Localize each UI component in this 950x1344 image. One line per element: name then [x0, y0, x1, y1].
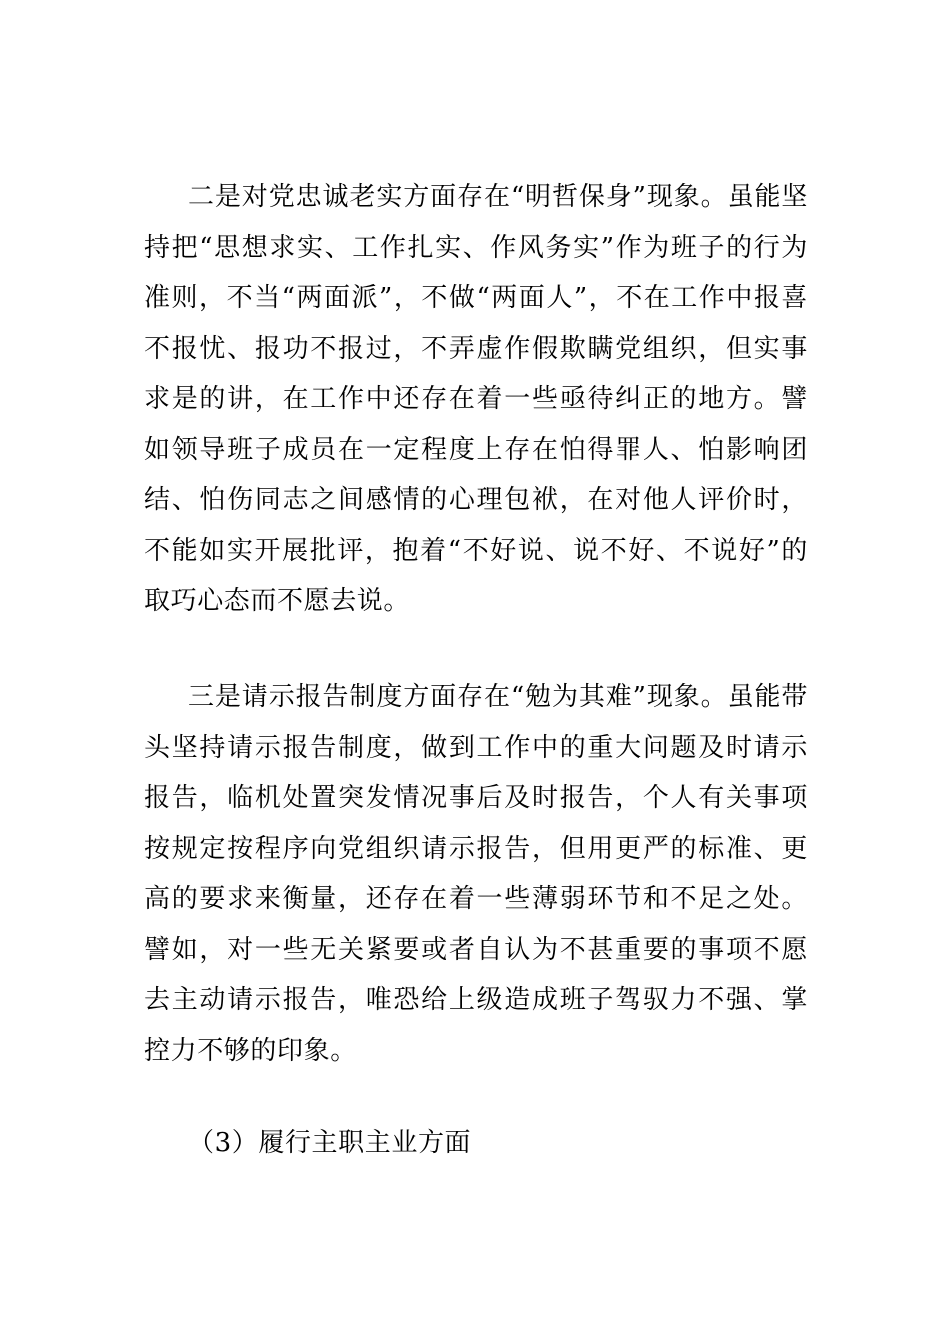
section-heading: （3）履行主职主业方面: [188, 1128, 472, 1158]
paragraph-party-loyalty: 二是对党忠诚老实方面存在“明哲保身”现象。虽能坚持把“思想求实、工作扎实、作风务实”作为班子的行为准则，不当“两面派”，不做“两面人”，不在工作中报喜不报忧、报功不报过，不弄虚作假欺瞒党组织，但实事求是的讲，在工作中还存在着一些亟待纠正的地方。譬如领导班子成员在一定程度上存在怕得罪人、怕影响团结、怕伤同志之间感情的心理包袱，在对他人评价时，不能如实开展批评，抱着“不好说、说不好、不说好”的取巧心态而不愿去说。: [144, 182, 809, 616]
paragraph-reporting-system: 三是请示报告制度方面存在“勉为其难”现象。虽能带头坚持请示报告制度，做到工作中的重大问题及时请示报告，临机处置突发情况事后及时报告，个人有关事项按规定按程序向党组织请示报告，但用更严的标准、更高的要求来衡量，还存在着一些薄弱环节和不足之处。譬如，对一些无关紧要或者自认为不甚重要的事项不愿去主动请示报告，唯恐给上级造成班子驾驭力不强、掌控力不够的印象。: [144, 682, 809, 1066]
